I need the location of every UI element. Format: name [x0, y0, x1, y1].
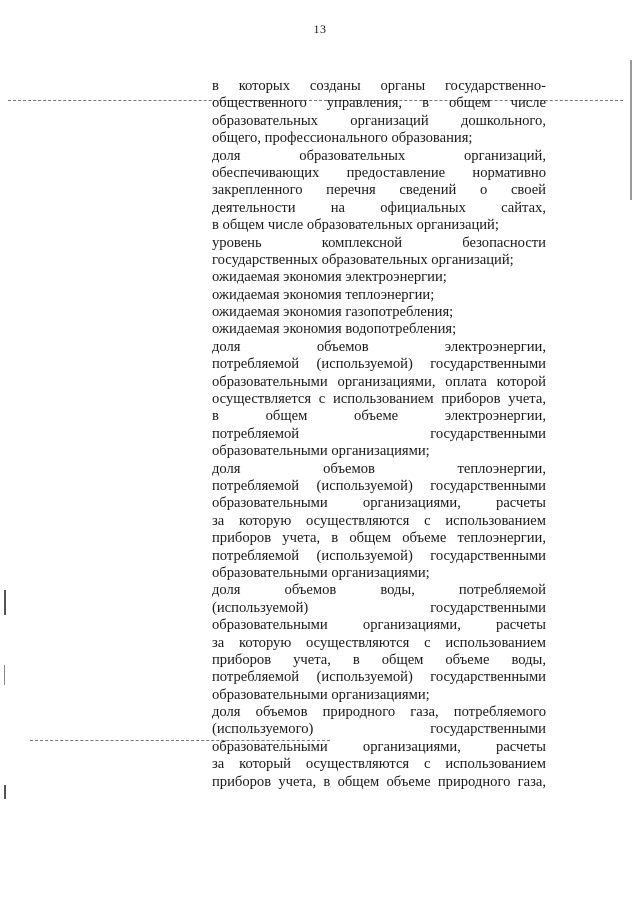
text-line: (используемой) государственными — [212, 599, 546, 616]
text-line: доля объемов электроэнергии, — [212, 338, 546, 355]
text-line: общественного управления, в общем числе — [212, 95, 546, 112]
text-line: доля объемов теплоэнергии, — [212, 460, 546, 477]
scan-artifact-left-mark-2 — [4, 665, 5, 685]
text-line: приборов учета, в общем объеме воды, — [212, 651, 546, 668]
text-line: потребляемой (используемой) государственными — [212, 669, 546, 686]
text-line: потребляемой (используемой) государственными — [212, 477, 546, 494]
text-line: образовательными организациями, расчеты — [212, 738, 546, 755]
text-line: образовательными организациями; — [212, 564, 430, 581]
text-line: ожидаемая экономия теплоэнергии; — [212, 286, 435, 303]
text-line: деятельности на официальных сайтах, — [212, 199, 546, 216]
scan-artifact-right-edge — [630, 60, 632, 200]
text-line: доля образовательных организаций, — [212, 147, 546, 164]
text-line: образовательных организаций дошкольного, — [212, 112, 546, 129]
text-line: ожидаемая экономия водопотребления; — [212, 321, 457, 338]
text-line: общего, профессионального образования; — [212, 130, 473, 147]
text-line: образовательными организациями; — [212, 686, 430, 703]
text-line: ожидаемая экономия газопотребления; — [212, 304, 454, 321]
text-line: уровень комплексной безопасности — [212, 234, 546, 251]
text-line: образовательными организациями, расчеты — [212, 617, 546, 634]
text-line: обеспечивающих предоставление нормативно — [212, 164, 546, 181]
text-line: потребляемой (используемой) государственными — [212, 547, 546, 564]
text-line: доля объемов природного газа, потребляемого — [212, 704, 546, 721]
scan-artifact-left-mark-3 — [4, 785, 6, 799]
text-line: в которых созданы органы государственно- — [212, 78, 546, 94]
text-line: (используемого) государственными — [212, 721, 546, 738]
text-line: доля объемов воды, потребляемой — [212, 582, 546, 599]
text-line: потребляемой государственными — [212, 425, 546, 442]
text-line: приборов учета, в общем объеме природного газа, — [212, 773, 546, 790]
page-number: 13 — [313, 22, 327, 36]
text-line: приборов учета, в общем объеме теплоэнергии, — [212, 530, 546, 547]
text-line: в общем объеме электроэнергии, — [212, 408, 546, 425]
text-line: за которую осуществляются с использованием — [212, 512, 546, 529]
text-line: в общем числе образовательных организаций; — [212, 217, 499, 234]
text-line: за которую осуществляются с использованием — [212, 634, 546, 651]
text-line: образовательными организациями, оплата которой — [212, 373, 546, 390]
text-line: образовательными организациями; — [212, 443, 430, 460]
text-line: образовательными организациями, расчеты — [212, 495, 546, 512]
scan-artifact-left-mark-1 — [4, 590, 6, 615]
text-line: потребляемой (используемой) государственными — [212, 356, 546, 373]
text-line: ожидаемая экономия электроэнергии; — [212, 269, 447, 286]
text-line: закрепленного перечня сведений о своей — [212, 182, 546, 199]
document-body — [212, 78, 546, 791]
text-line: за который осуществляются с использованием — [212, 756, 546, 773]
text-line: осуществляется с использованием приборов учета, — [212, 391, 546, 408]
text-line: государственных образовательных организаций; — [212, 251, 514, 268]
